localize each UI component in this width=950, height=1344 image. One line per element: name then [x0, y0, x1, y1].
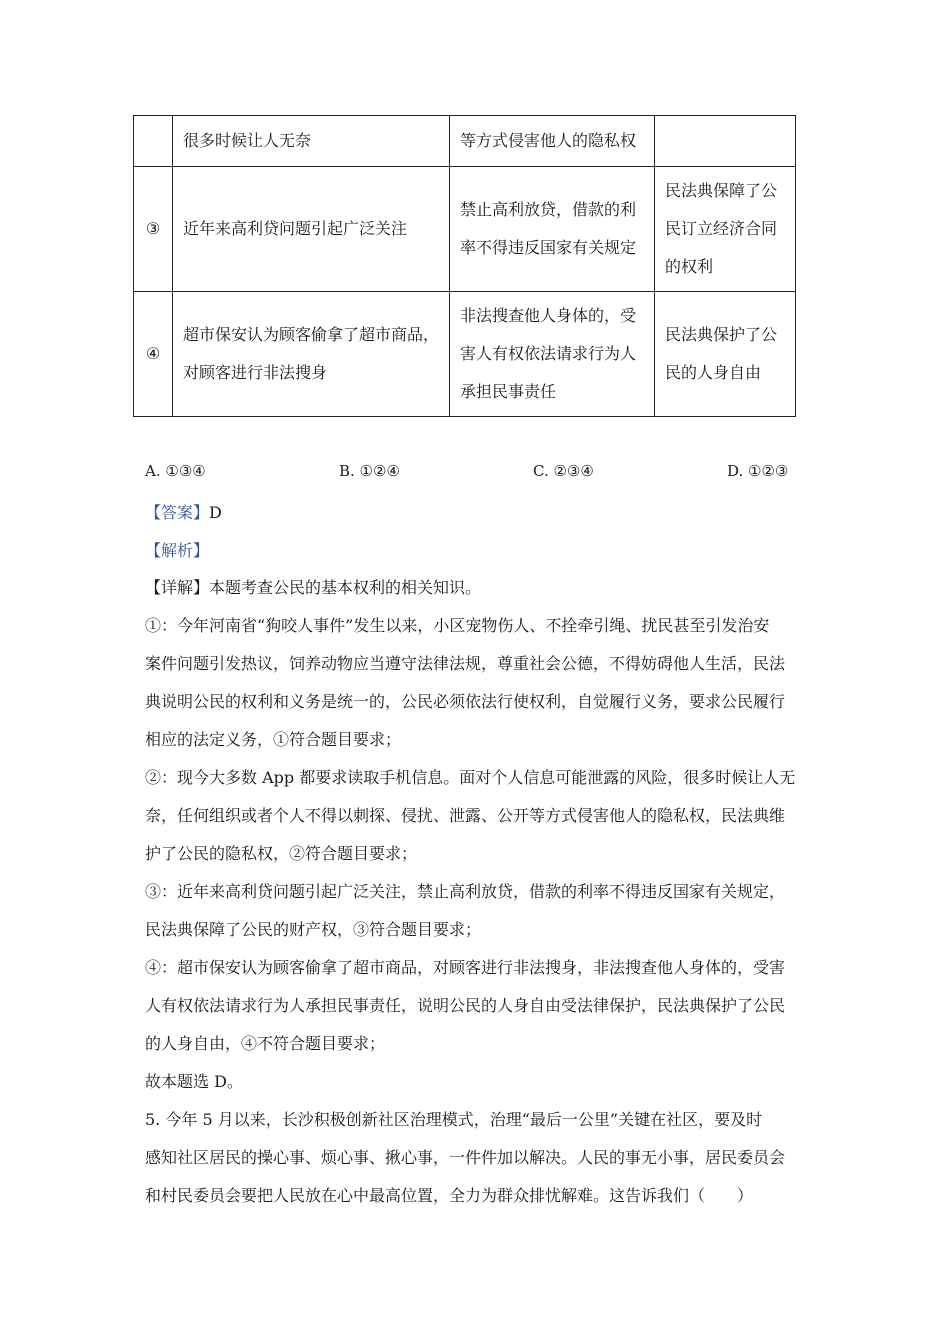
option-b: B. ①②④: [339, 462, 400, 480]
table-row: [134, 116, 796, 167]
question-5-line: 5. 今年 5 月以来，长沙积极创新社区治理模式，治理“最后一公里”关键在社区，要及时: [145, 1110, 763, 1129]
body-line: 的人身自由，④不符合题目要求；: [145, 1034, 386, 1053]
body-line: ①：今年河南省“狗咬人事件”发生以来，小区宠物伤人、不拴牵引绳、扰民甚至引发治安: [145, 616, 770, 635]
row-number: [134, 116, 173, 167]
option-c: C. ②③④: [533, 462, 594, 480]
detail-label: 【详解】: [145, 578, 210, 597]
analysis-label: 【解析】: [145, 541, 210, 560]
detail-text: 本题考查公民的基本权利的相关知识。: [209, 578, 482, 597]
meaning-cell: 民法典保障了公民订立经济合同的权利: [655, 167, 796, 292]
case-cell: 近年来高利贷问题引起广泛关注: [173, 167, 450, 292]
answer-value: D: [209, 503, 222, 522]
law-cell: 等方式侵害他人的隐私权: [450, 116, 655, 167]
meaning-cell: 民法典保护了公民的人身自由: [655, 292, 796, 417]
body-line: 奈，任何组织或者个人不得以刺探、侵扰、泄露、公开等方式侵害他人的隐私权，民法典维: [145, 806, 786, 825]
body-line: 典说明公民的权利和义务是统一的，公民必须依法行使权利，自觉履行义务，要求公民履行: [145, 692, 786, 711]
question-table: [133, 115, 796, 417]
option-d: D. ①②③: [727, 462, 789, 480]
table-row: [134, 292, 796, 417]
law-cell: 非法搜查他人身体的，受害人有权依法请求行为人承担民事责任: [450, 292, 655, 417]
answer-options: [145, 462, 815, 486]
row-number: ④: [134, 292, 173, 417]
body-line: ④：超市保安认为顾客偷拿了超市商品，对顾客进行非法搜身，非法搜查他人身体的，受害: [145, 958, 786, 977]
body-line: 案件问题引发热议，饲养动物应当遵守法律法规，尊重社会公德，不得妨碍他人生活，民法: [145, 654, 786, 673]
question-5-line: 和村民委员会要把人民放在心中最高位置，全力为群众排忧解难。这告诉我们（ ）: [145, 1186, 754, 1205]
answer-label: 【答案】: [145, 503, 210, 522]
body-line: 人有权依法请求行为人承担民事责任，说明公民的人身自由受法律保护，民法典保护了公民: [145, 996, 786, 1015]
option-a: A. ①③④: [145, 462, 206, 480]
law-cell: 禁止高利放贷，借款的利率不得违反国家有关规定: [450, 167, 655, 292]
body-line: 故本题选 D。: [145, 1072, 243, 1091]
body-line: ③：近年来高利贷问题引起广泛关注，禁止高利放贷，借款的利率不得违反国家有关规定，: [145, 882, 786, 901]
body-line: 民法典保障了公民的财产权，③符合题目要求；: [145, 920, 482, 939]
meaning-cell: [655, 116, 796, 167]
table-row: [134, 167, 796, 292]
body-line: 护了公民的隐私权，②符合题目要求；: [145, 844, 418, 863]
case-cell: 很多时候让人无奈: [173, 116, 450, 167]
body-line: 相应的法定义务，①符合题目要求；: [145, 730, 402, 749]
detail-line: [145, 575, 481, 598]
case-cell: 超市保安认为顾客偷拿了超市商品，对顾客进行非法搜身: [173, 292, 450, 417]
answer-line: [145, 500, 222, 523]
row-number: ③: [134, 167, 173, 292]
body-line: ②：现今大多数 App 都要求读取手机信息。面对个人信息可能泄露的风险，很多时候让人无: [145, 768, 796, 787]
question-5-line: 感知社区居民的操心事、烦心事、揪心事，一件件加以解决。人民的事无小事，居民委员会: [145, 1148, 786, 1167]
